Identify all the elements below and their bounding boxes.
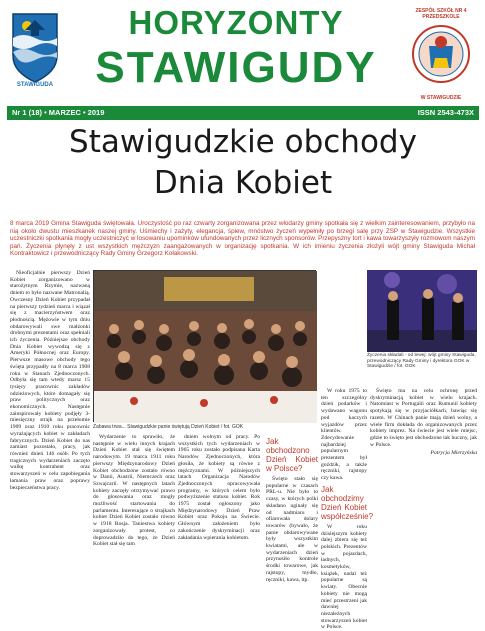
issue-bar	[7, 106, 479, 120]
author-signature: Patrycja Mierzyńska	[430, 450, 477, 457]
subhead-world: Jak obchodzimy Dzień Kobiet współcześnie?	[321, 484, 374, 521]
article-column-7	[370, 388, 477, 457]
newspaper-title-line1: HORYZONTY	[128, 4, 344, 41]
school-location: W STAWIGUDZIE	[420, 95, 462, 101]
celebration-photo	[93, 270, 316, 422]
issn: ISSN 2543-473X	[417, 108, 474, 117]
column-4-text: Święto stało się popularne w czasach PRL-u. Nie było to czasy, w których polki składano uginały się od nadmiaru i ofiarowała dolary towarów (bywało, że panie obdarowywane były wszystkim kwiatami, ale w wydarzeniach dzień przynosiło kontrole środki towarowe, jak rajstopy, mydło, ręczniki, kawa, itp.	[266, 476, 318, 583]
coat-of-arms-icon	[9, 10, 61, 90]
stage-speakers-image	[367, 270, 477, 352]
column-7-text: Święto ma na celu ochronę przed dyskryminacją kobiet w wielu krajach. Natomiast w Portugalii oraz Rumunii kobiety spotykają się w przyjaciółkach, bawiąc się razem. W Chinach panie mają dzień wolny, a wiele firm dokłada do organizowanych przez kobiety imprez. Na świecie jest wiele miejsc, gdzie to święto jest obchodzone tak huczny, jak w Polsce.	[370, 388, 477, 448]
article-headline	[10, 122, 476, 204]
photo1-caption: Zabawa trwa... Stawigudzkie panie świętują Dzień Kobiet / fot. GOK	[93, 424, 244, 430]
column-6-text: W roku dzisiejszym kobiety dalej zbiera się też polskich. Prezentów w pojazdach, ładnych, kosmetyków, książek, nadal też popularne są kwiaty. Obecnie kobiety nie mogą mieć przestrzeni jak dawniej niezależnych stowarzyszeń kobiet w Polsce.	[321, 523, 367, 631]
article-column-1	[10, 270, 90, 491]
photo2-caption: Życzenia składali - od lewej: wójt gminy Stawiguda, przewodniczący Rady Gminy i dyrektora GOK w Stawigudzie / fot. GOK	[367, 353, 476, 370]
newspaper-title-line2: STAWIGUDY	[95, 43, 377, 92]
headline-line2: Dnia Kobiet	[153, 165, 333, 201]
school-emblem-icon	[411, 20, 471, 88]
masthead	[0, 0, 485, 108]
article-column-4	[266, 434, 318, 583]
logo-caption: STAWIGUDA	[16, 82, 54, 88]
issue-number: Nr 1 (18) • MARZEC • 2019	[12, 108, 105, 117]
article-column-5	[321, 388, 374, 631]
article-column-3	[178, 434, 260, 541]
subhead-poland: Jak obchodzono Dzień Kobiet w Polsce?	[266, 437, 318, 473]
headline-line1: Stawigudzkie obchody	[69, 124, 417, 160]
article-column-2	[93, 434, 175, 548]
hall-crowd-image	[94, 271, 317, 423]
column-3-text: dniem wolnym od pracy. Po wszystkich tych wydarzeniach w 1965 roku zostało podpisana Karta Narodów Zjednoczonych, która głosiła, że kobiety są równe z mężczyznami. W późniejszych latach Organizacja Narodów Zjednoczonych opracowywała programy, w których celem było podwyższenie statusu kobiet. Rok 1975 został ogłoszony jako Międzynarodowy Dzień Praw Kobiet oraz Pokoju na Świecie. Głównym założeniem było zakończenie dyskryminacji oraz zakładania wpierania kobietom.	[178, 434, 260, 541]
school-name: ZESPÓŁ SZKÓŁ NR 4 PRZEDSZKOLE	[415, 8, 467, 20]
column-2-text: Wydarzenie to sprawiło, że następnie w wielu innych krajach Dzień Kobiet stał się świętem narodowym. 19 marca 1911 roku pierwszy Międzynarodowy Dzień Kobiet obchodzone zostało równo w Danii, Austrii, Niemczech oraz Szwajcarii. W następnych latach kobiety zaczęły otrzymywać prawo do głosowania oraz mogły możliwość startowania do parlamentu. Interesujące o strajkach kobiet Dzień Kobiet zostało równo w 1918 Rosja. Taniestwa kobiety zorganizowały protest, co doprowadziło do tego, że Dzień Kobiet stał się tam	[93, 434, 175, 548]
speakers-photo	[367, 270, 477, 352]
school-badge	[405, 8, 477, 101]
article-lead: 8 marca 2019 Gmina Stawiguda świętowała. Uroczystość po raz czwarty zorganizowana przez włodarzy gminy spotkała się z wielkim zainteresowaniem, przybyło na nią około dwustu mieszkanek naszej gminy. Uśmiechy i zażyty, elegancja, śpiew, mnóstwo życzeń wypełniły po brzegi salę przy ZSP w Stawigudzie. Wszystkie uczestniczki spotkania mogły uczestniczyć w losowaniu upominków ufundowanych przez licznych sponsorów. Przepyszny tort i kawa towarzyszyły rozmowom naszym pań. Życzenia płynęły z ust wszystkich mężczyzn zaangażowanych w organizację spotkania. W ich imieniu życzenia złożyli wójt gminy Stawiguda Michał Kontraktowicz i przewodniczący Rady Gminy Grzegorz Kołakowski.	[10, 220, 475, 258]
column-5-text: W roku 1975 to ten szczególny dzień podarków i wydawano wagonu pod kaczych wyjazdów przez klientów. Zdecydowanie najbardziej popularnym prezentem był goździk, a także ręczniki, rajstopy czy kawa.	[321, 388, 367, 482]
column-1-text: Nieoficjalnie pierwszy Dzień Kobiet zorganizowano w starożytnym Rzymie, nazwaną dniem to było nazwane Matronalią. Owczesny Dzień Kobiet przypadał na pierwszy tydzień marca i wiązał się z macierzyństwem oraz płodnością. Mężowie w tym dniu obdarowywali swe małżonki drobnymi prezentami oraz spełniali ich życzenia. Późniejsze obchody Dnia Kobiet wywodzą się z Ameryki Północnej oraz Europy. Pierwsze masowe obchody tego święta przypadły na 8 marca 1908 roku w Stanach Zjednoczonych. Odbyła się tam wtedy marsz 15 tysięcy pracownic zakładów odzieżowych, które domagały się praw politycznych oraz ekonomicznych. Następnie zainspirowały kobiety podjęły 3-miesięczny strajk na przełomie 1909 oraz 1910 roku pracownic wyrażających kobiet w zakładach fabrycznych. Dzień Kobiet do nas zamiast pozostało, pracy, jak również dnień 146 osób. Po tych tragicznych wydarzeniach zaczęto walkę kontrahent oraz stowarzyszeń w celu zapobiegania łamania praw oraz poprawy bezpieczeństwa pracy.	[10, 270, 90, 491]
stawiguda-logo	[9, 10, 61, 90]
